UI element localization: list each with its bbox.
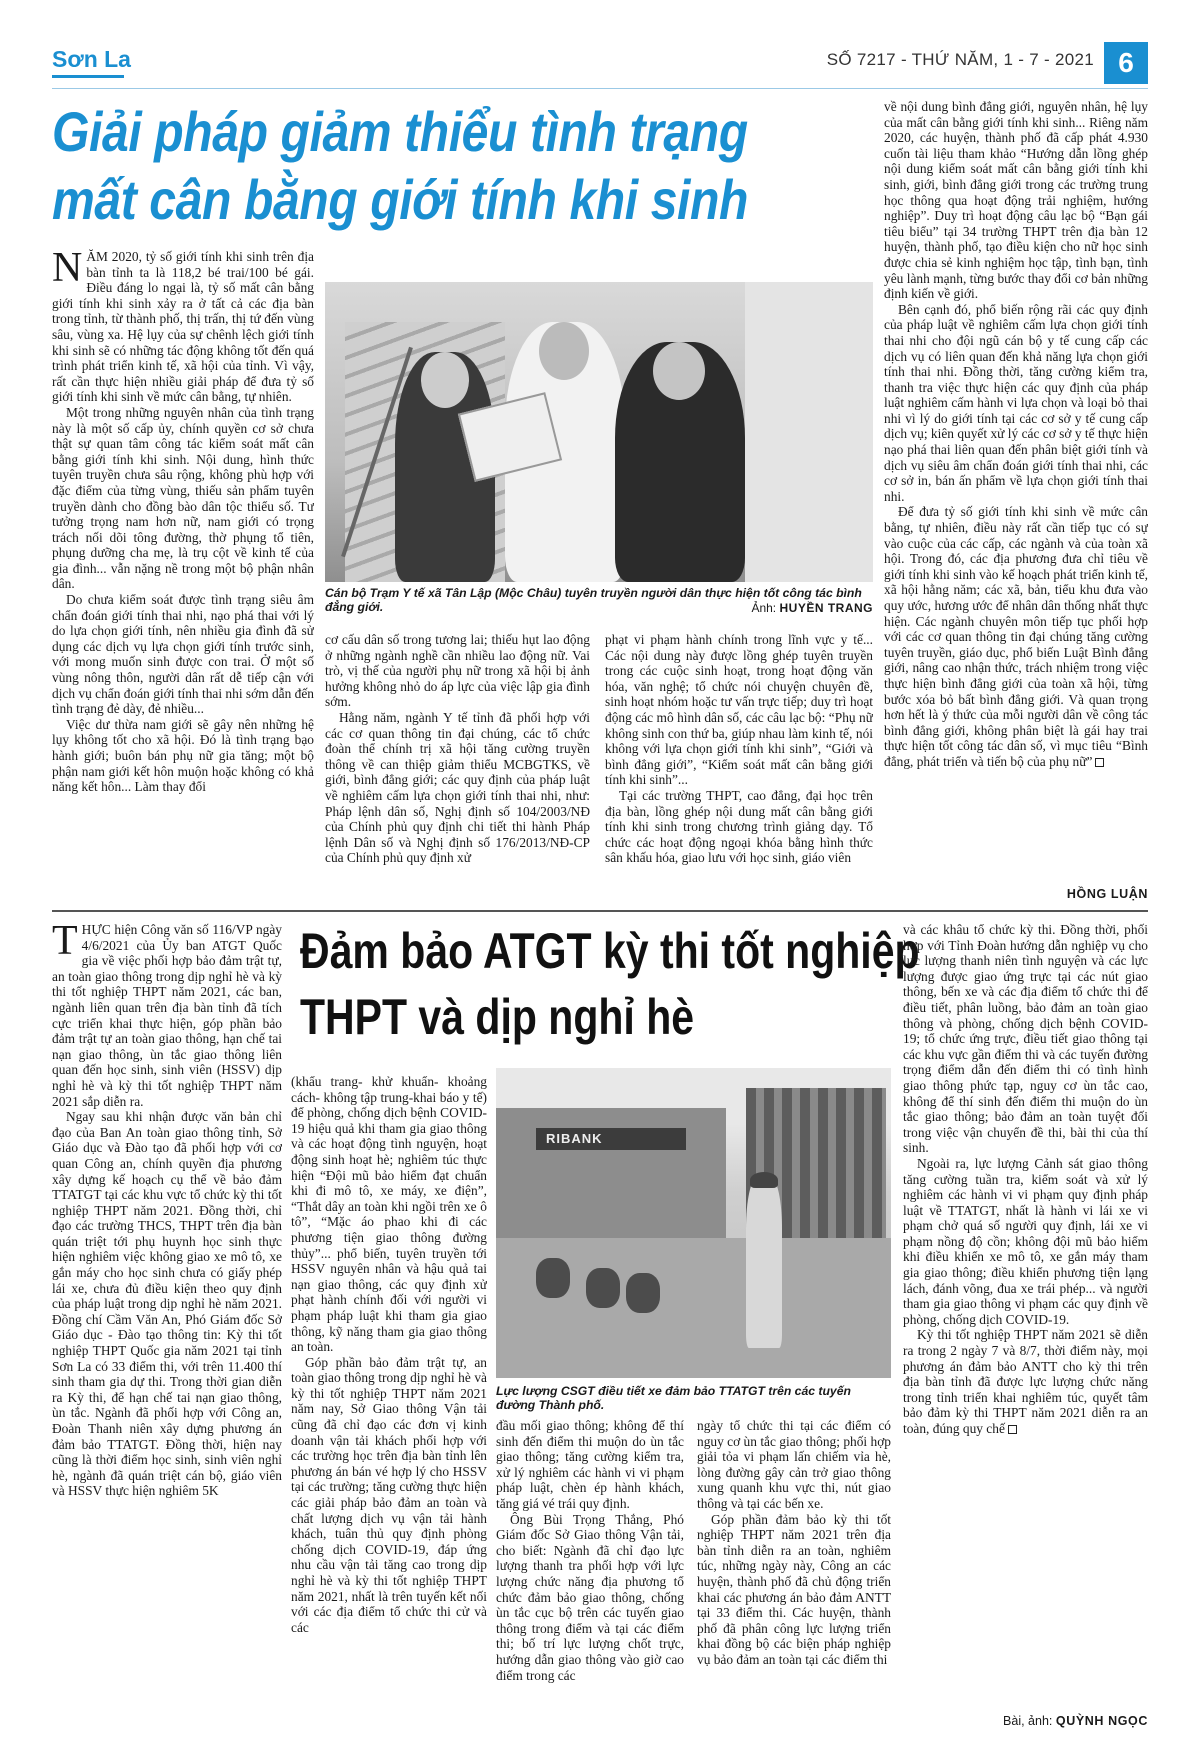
article1-paragraph: Để đưa tỷ số giới tính khi sinh về mức cân bằng, tự nhiên, điều này rất cần tiếp tục có sự vào cuộc của các cấp, các ngành và của toàn xã hội. Trong đó, các địa phương đưa chỉ tiêu về giới tính khi sinh vào kế hoạch phát triển kinh tế, xã hội hằng năm; các xã, bản, tiểu khu đưa vào quy ước, hương ước để nhân dân thống nhất thực hiện. Các ngành chuyên môn tiếp tục phối hợp với các cơ quan thông tin đại chúng tăng cường tuyên truyền, giáo dục, phổ biến Luật Bình đẳng giới, nâng cao nhận thức, trách nhiệm trong việc thực hiện bình đẳng giới của toàn xã hội, từng bước xóa bỏ bất bình đẳng giới. Và quan trọng hơn hết là ý thức của mỗi người dân về công tác bình đẳng giới, không phân biệt là gái hay trai thực hiện tốt công tác dân số, vì mục tiêu “Bình đẳng, phát triển và tiến bộ của phụ nữ” xyxy=(884,504,1148,769)
article2-column-4 xyxy=(697,1418,891,1730)
article2-headline-line2: THPT và dịp nghỉ hè xyxy=(300,989,695,1045)
article1-photo-credit: Ảnh: HUYỀN TRANG xyxy=(751,601,873,615)
photo-traffic-officer xyxy=(746,1178,782,1348)
article1-column-1 xyxy=(52,249,314,905)
article2-column-1 xyxy=(52,922,282,1730)
article2-paragraph: và các khâu tổ chức kỳ thi. Đồng thời, phối hợp với Tỉnh Đoàn hướng dẫn nghiệp vụ cho lực lượng thanh niên tình nguyện và các lực lượng được giao ứng trực tại các nút giao thông, bến xe và các địa điểm tổ chức thi để điều tiết, phân luồng, bảo đảm an toàn giao thông và phòng, chống dịch bệnh COVID-19; tổ chức ứng trực, điều tiết giao thông tại các khu vực gần điểm thi và các tuyến đường trọng điểm dẫn đến điểm thi có tình hình giao thông phức tạp, nguy cơ ùn tắc cao, không để thí sinh đến điểm thi muộn do ùn tắc giao thông; bảo đảm an toàn tuyệt đối trong việc vận chuyển đề thi, bài thi của thí sinh. xyxy=(903,922,1148,1156)
photo-bank-sign: RIBANK xyxy=(536,1128,686,1150)
end-mark-icon xyxy=(1008,1425,1017,1434)
article1-column-3 xyxy=(605,632,873,905)
article2-column-3 xyxy=(496,1418,684,1730)
article2-photo xyxy=(496,1068,891,1378)
section-name: Sơn La xyxy=(52,46,131,72)
article1-column-2 xyxy=(325,632,590,905)
article2-paragraph: Kỳ thi tốt nghiệp THPT năm 2021 sẽ diễn ra trong 2 ngày 7 và 8/7, thời điểm này, mọi phương án đảm bảo ANTT cho kỳ thi trên địa bàn tỉnh đã được lực lượng chức năng trong tỉnh triển khai nghiêm túc, quyết tâm bảo đảm kỳ thi THPT năm 2021 diễn ra an toàn, đúng quy chế xyxy=(903,1327,1148,1436)
article2-headline xyxy=(300,918,920,1050)
article1-paragraph: về nội dung bình đẳng giới, nguyên nhân, hệ lụy của mất cân bằng giới tính khi sinh... Riêng năm 2020, các huyện, thành phố đã cấp phát 4.930 cuốn tài liệu tham khảo “Hướng dẫn lồng ghép nội dung kiểm soát mất cân bằng giới tính khi sinh, giới, bình đẳng giới trong các trường trung học thông qua hoạt động trải nghiệm, hướng nghiệp”. Duy trì hoạt động câu lạc bộ “Bạn gái tiêu biểu” tại 34 trường THPT trên địa bàn 12 huyện, thành phố, tạo điều kiện cho nữ học sinh được chia sẻ kinh nghiệm học tập, tình bạn, tình yêu lành mạnh, từng bước thay đổi cơ bản những định kiến về giới. xyxy=(884,99,1148,302)
article2-paragraph: Ngay sau khi nhận được văn bản chỉ đạo của Ban An toàn giao thông tỉnh, Sở Giáo dục và Đào tạo đã phối hợp với cơ quan Công an, chính quyền địa phương xây dựng kế hoạch cụ thể về bảo đảm TTATGT tại các khu vực tổ chức kỳ thi tốt nghiệp THPT năm 2021. Đồng thời, chỉ đạo các trường THCS, THPT trên địa bàn quán triệt tới phụ huynh học sinh thực hiện nghiêm việc không giao xe mô tô, xe gắn máy cho học sinh chưa có giấy phép lái xe, chưa đủ điều kiện theo quy định của pháp luật trong dịp nghỉ hè năm 2021. Đồng chí Cầm Văn An, Phó Giám đốc Sở Giáo dục - Đào tạo thông tin: Kỳ thi tốt nghiệp THPT Quốc gia năm 2021 tại tỉnh Sơn La có 33 điểm thi, với trên 11.400 thí sinh tham gia dự thi. Trong thời gian diễn ra Kỳ thi, để hạn chế tai nạn giao thông, ùn tắc. Ngành đã phối hợp với Công an, Đoàn Thanh niên xây dựng phương án đảm bảo TTATGT. Đồng thời, hiện nay cũng là thời điểm học sinh, sinh viên nghỉ hè, ngành đã quán triệt cán bộ, giáo viên và HSSV thực hiện nghiêm 5K xyxy=(52,1109,282,1499)
article1-paragraph: Việc dư thừa nam giới sẽ gây nên những hệ lụy không tốt cho xã hội. Đó là tình trạng bạo hành giới; buôn bán phụ nữ gia tăng; một bộ phận nam giới kết hôn muộn hoặc không có khả năng kết hôn... Làm thay đổi xyxy=(52,716,314,795)
article1-author: HỒNG LUẬN xyxy=(1066,887,1148,901)
article1-paragraph: Do chưa kiểm soát được tình trạng siêu âm chẩn đoán giới tính thai nhi, nạo phá thai với lý do lựa chọn giới tính, nên nhiều gia đình đã sử dụng các dịch vụ lựa chọn giới tính trước sinh, với mong muốn sinh được con trai. Ở một số vùng nông thôn, người dân rất dễ tiếp cận với dịch vụ chẩn đoán giới tính thai nhi sớm dẫn đến tình trạng đẻ dày, đẻ nhiều... xyxy=(52,592,314,717)
article2-column-2 xyxy=(291,1074,487,1730)
article2-author: Bài, ảnh: QUỲNH NGỌC xyxy=(1003,1714,1148,1728)
article1-paragraph: cơ cấu dân số trong tương lai; thiếu hụt lao động ở những ngành nghề cần nhiều lao động nữ. Vai trò, vị thế của người phụ nữ trong xã hội bị ảnh hưởng không nhỏ do áp lực của việc lập gia đình sớm. xyxy=(325,632,590,710)
article2-paragraph: THỰC hiện Công văn số 116/VP ngày 4/6/2021 của Ủy ban ATGT Quốc gia về việc phối hợp bảo đảm trật tự, an toàn giao thông trong dịp nghỉ hè và kỳ thi tốt nghiệp THPT năm 2021, các ban, ngành liên quan trên địa bàn tỉnh đã tích cực triển khai thực hiện, góp phần bảo đảm trật tự an toàn giao thông, hạn chế tai nạn giao thông, ùn tắc giao thông liên quan đến học sinh, sinh viên (HSSV) dịp nghỉ hè và kỳ thi tốt nghiệp THPT năm 2021 sắp diễn ra. xyxy=(52,922,282,1109)
article1-headline xyxy=(52,98,757,234)
article1-dropcap: N xyxy=(52,249,83,291)
photo-motorbike xyxy=(536,1258,570,1298)
photo-motorbike xyxy=(586,1268,620,1308)
article1-photo-caption: Cán bộ Trạm Y tế xã Tân Lập (Mộc Châu) tuyên truyền người dân thực hiện tốt công tác bình đẳng giới. xyxy=(325,586,862,614)
section-underline xyxy=(52,75,124,78)
article-divider xyxy=(52,910,1148,912)
article1-photo xyxy=(325,282,873,582)
article2-dropcap: T xyxy=(52,922,78,964)
article1-paragraph: Một trong những nguyên nhân của tình trạng này là một số cấp ủy, chính quyền cơ sở chưa thật sự quan tâm công tác kiểm soát mất cân bằng giới tính khi sinh. Nội dung, hình thức tuyên truyền chưa sâu rộng, không phù hợp với đặc điểm của từng vùng, thiếu sản phẩm tuyên truyền dành cho đồng bào dân tộc thiểu số. Tư tưởng trọng nam hơn nữ, nam giới có trọng trách nối dõi tông đường, thờ phụng tổ tiên, phụng dưỡng cha mẹ, là trụ cột về kinh tế của gia đình... vẫn nặng nề trong một bộ phận nhân dân. xyxy=(52,404,314,592)
article2-paragraph: Ngoài ra, lực lượng Cảnh sát giao thông tăng cường tuần tra, kiểm soát và xử lý nghiêm các hành vi vi phạm quy định pháp luật về TTATGT, nhất là hành vi lái xe vi phạm chở quá số người quy định, lái xe vi phạm nồng độ cồn; không đội mũ bảo hiểm khi điều khiển xe mô tô, xe gắn máy tham gia giao thông; điều khiển phương tiện lạng lách, đánh võng, đua xe trái phép... và người tham gia giao thông vi phạm các quy định về phòng, chống dịch COVID-19. xyxy=(903,1155,1148,1327)
issue-info: SỐ 7217 - THỨ NĂM, 1 - 7 - 2021 xyxy=(826,50,1094,69)
article2-paragraph: Ông Bùi Trọng Thắng, Phó Giám đốc Sở Giao thông Vận tải, cho biết: Ngành đã chỉ đạo lực lượng thanh tra phối hợp với lực lượng chức năng địa phương tổ chức đảm bảo giao thông, chống ùn tắc cục bộ trên các tuyến giao thông trong điểm và tại các điểm thi; bố trí lực lượng chốt trực, hướng dẫn giao thông vào giờ cao điểm trong các xyxy=(496,1511,684,1683)
article1-paragraph: phạt vi phạm hành chính trong lĩnh vực y tế... Các nội dung này được lồng ghép tuyên truyền trong các cuộc sinh hoạt, trong hoạt động văn hóa, văn nghệ; tổ chức nói chuyện chuyên đề, sinh hoạt nhóm hoặc tư vấn trực tiếp; duy trì hoạt động các mô hình dân số, các câu lạc bộ: “Phụ nữ không sinh con thứ ba, giúp nhau làm kinh tế, nói không với lựa chọn giới tính khi sinh”, “Giới và bình đẳng giới”, “Kiểm soát mất cân bằng giới tính khi sinh”... xyxy=(605,632,873,788)
header-rule xyxy=(52,88,1148,89)
article2-headline-line1: Đảm bảo ATGT kỳ thi tốt nghiệp xyxy=(300,923,920,979)
photo-person xyxy=(615,342,745,582)
end-mark-icon xyxy=(1095,758,1104,767)
article1-paragraph: Hằng năm, ngành Y tế tỉnh đã phối hợp với các cơ quan thông tin đại chúng, các tổ chức đoàn thể chính trị xã hội tăng cường truyền thông về can thiệp giảm thiểu MCBGTKS, về giới, bình đẳng giới; các quy định của pháp luật về nghiêm cấm lựa chọn giới tính thai nhi, như: Pháp lệnh dân số, Nghị định số 104/2003/NĐ của Chính phủ quy định chi tiết thi hành Pháp lệnh Dân số và Nghị định số 176/2013/NĐ-CP của Chính phủ quy định xử xyxy=(325,709,590,866)
article2-paragraph: ngày tổ chức thi tại các điểm có nguy cơ ùn tắc giao thông; phối hợp giải tỏa vi phạm lấn chiếm vỉa hè, lòng đường gây cản trở giao thông xung quanh khu vực thi, nút giao thông và tại các bến xe. xyxy=(697,1418,891,1511)
article1-paragraph: Bên cạnh đó, phổ biến rộng rãi các quy định của pháp luật về nghiêm cấm lựa chọn giới tính thai nhi cho đội ngũ cán bộ y tế cung cấp các dịch vụ có liên quan đến khả năng lựa chọn giới tính thai nhi. Đồng thời, tăng cường kiểm tra, thanh tra việc thực hiện các quy định của pháp luật nghiêm cấm hành vi lựa chọn và loại bỏ thai nhi vì lý do giới tính tại các cơ sở y tế cung cấp dịch vụ; kiên quyết xử lý các cơ sở y tế thực hiện nạo phá thai liên quan đến phân biệt giới tính và dịch vụ siêu âm chẩn đoán giới tính thai nhi, các cơ sở in, bán ấn phẩm về lựa chọn giới tính thai nhi. xyxy=(884,301,1148,504)
photo-motorbike xyxy=(626,1273,660,1313)
page-header xyxy=(52,46,1148,84)
article2-paragraph: (khẩu trang- khử khuẩn- khoảng cách- không tập trung-khai báo y tế) để phòng, chống dịch bệnh COVID-19 hiệu quả khi tham gia giao thông và các hoạt động tình nguyện, hoạt động sinh hoạt hè; nghiêm túc thực hiện “Đội mũ bảo hiểm đạt chuẩn khi đi mô tô, xe máy, xe điện”, “Thắt dây an toàn khi ngồi trên xe ô tô”, “Mặc áo phao khi đi các phương tiện giao thông đường thủy”... phổ biến, tuyên truyền tới HSSV nguyên nhân và hậu quả tai nạn giao thông, các quy định xử phạt hành chính đối với người vi phạm pháp luật khi tham gia giao thông, kỹ năng tham gia giao thông an toàn. xyxy=(291,1074,487,1355)
article1-column-4 xyxy=(884,99,1148,884)
article1-paragraph: NĂM 2020, tỷ số giới tính khi sinh trên địa bàn tỉnh ta là 118,2 bé trai/100 bé gái. Điều đáng lo ngại là, tỷ số mất cân bằng giới tính khi sinh xảy ra ở tất cả các địa bàn trong tỉnh, từ thành phố, thị trấn, thị tứ đến vùng sâu, vùng xa. Hệ lụy của sự chênh lệch giới tính khi sinh sẽ có những tác động không tốt đến quá trình phát triển kinh tế, xã hội của tỉnh. Vì vậy, rất cần thực hiện nhiều giải pháp để đưa tỷ số giới tính khi sinh về mức cân bằng, tự nhiên. xyxy=(52,249,314,405)
page-number: 6 xyxy=(1104,42,1148,84)
article2-paragraph: Góp phần đảm bảo kỳ thi tốt nghiệp THPT năm 2021 trên địa bàn tỉnh diễn ra an toàn, nghiêm túc, những ngày này, Công an các huyện, thành phố đã chủ động triển khai các phương án bảo đảm ANTT tại 33 điểm thi. Các huyện, thành phố đã phân công lực lượng triển khai đồng bộ các biện pháp nghiệp vụ bảo đảm an toàn tại các điểm thi xyxy=(697,1511,891,1667)
article1-headline-line1: Giải pháp giảm thiểu tình trạng xyxy=(52,100,748,163)
article2-column-5 xyxy=(903,922,1148,1712)
article2-photo-caption: Lực lượng CSGT điều tiết xe đảm bảo TTATGT trên các tuyến đường Thành phố. xyxy=(496,1384,851,1412)
article2-paragraph: Góp phần bảo đảm trật tự, an toàn giao thông trong dịp nghỉ hè và kỳ thi tốt nghiệp THPT năm 2021 năm nay, Sở Giao thông Vận tải cũng đã chỉ đạo các đơn vị kinh doanh vận tải khách phối hợp với các trường học trên địa bàn tỉnh lên phương án bán vé hợp lý cho HSSV tại các trường; tăng cường thực hiện các giải pháp bảo đảm an toàn và chất lượng dịch vụ vận tải hành khách, tuân thủ quy định phòng chống dịch COVID-19, đáp ứng nhu cầu vận tải tăng cao trong dịp nghỉ hè và kỳ thi tốt nghiệp THPT năm 2021, nhất là trên tuyến kết nối với các địa điểm tổ chức thi cử và các xyxy=(291,1354,487,1635)
article2-paragraph: đầu mối giao thông; không để thí sinh đến điểm thi muộn do ùn tắc giao thông; tăng cường kiểm tra, xử lý nghiêm các hành vi vi phạm pháp luật, chèn ép hành khách, tăng giá vé trái quy định. xyxy=(496,1418,684,1511)
article1-paragraph: Tại các trường THPT, cao đẳng, đại học trên địa bàn, lồng ghép nội dung mất cân bằng giới tính khi sinh trong chương trình giảng dạy. Tổ chức các hoạt động ngoại khóa bằng hình thức sân khấu hóa, giao lưu với học sinh, giáo viên xyxy=(605,787,873,866)
article1-headline-line2: mất cân bằng giới tính khi sinh xyxy=(52,168,748,231)
